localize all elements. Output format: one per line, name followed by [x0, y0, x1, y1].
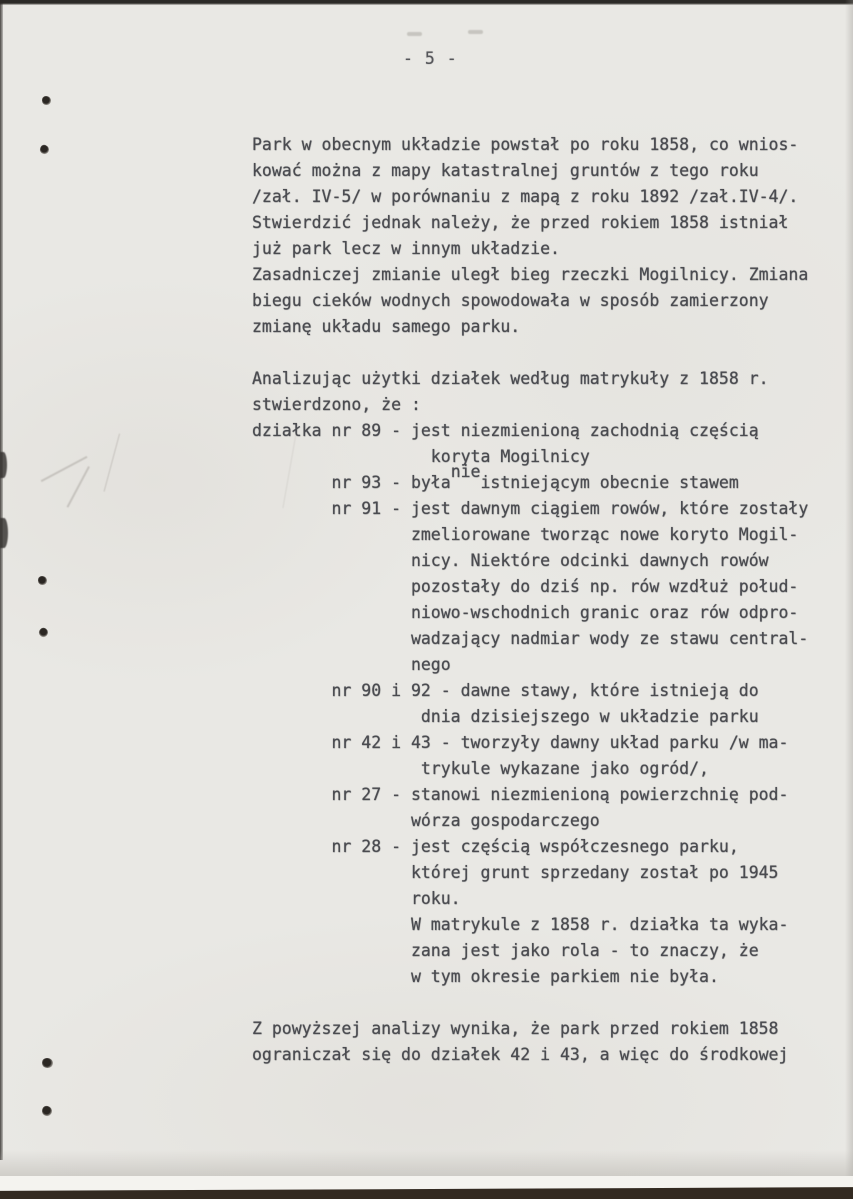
text-line: nr 90 i 92 - dawne stawy, które istnieją do [252, 681, 759, 700]
punch-mark [42, 96, 51, 105]
text-line: Stwierdzić jednak należy, że przed rokiem 1858 istniał [252, 213, 789, 232]
scan-edge-blotch [0, 518, 8, 548]
scan-edge-top [0, 0, 853, 5]
paragraph [252, 366, 808, 990]
text-line: Park w obecnym układzie powstał po roku 1858, co wnios- [252, 135, 799, 154]
text-line: już park lecz w innym układzie. [252, 239, 560, 258]
text-line: zana jest jako rola - to znaczy, że [252, 941, 759, 960]
text-line: stwierdzono, że : [252, 395, 421, 414]
pencil-scribble [41, 456, 88, 482]
text-line: nego [252, 655, 451, 674]
page-number: - 5 - [403, 49, 458, 68]
text-line: Zasadniczej zmianie uległ bieg rzeczki Mogilnicy. Zmiana [252, 265, 809, 284]
punch-mark [37, 626, 50, 639]
ink-smudge [407, 32, 422, 36]
text-line: koryta Mogilnicy [252, 447, 590, 466]
text-line: zmianę układu samego parku. [252, 317, 521, 336]
text-line: nr 42 i 43 - tworzyły dawny układ parku /w ma- [252, 733, 789, 752]
pencil-scribble [67, 466, 90, 507]
punch-mark [42, 1058, 53, 1068]
text-line: nr 28 - jest częścią współczesnego parku, [252, 837, 739, 856]
punch-mark [41, 1105, 53, 1117]
text-line: nr 91 - jest dawnym ciągiem rowów, które zostały [252, 499, 809, 518]
text-line: niowo-wschodnich granic oraz rów odpro- [252, 603, 799, 622]
text-line: nr 93 - byłanieistniejącym obecnie stawem [252, 462, 739, 492]
scan-edge-left [0, 0, 3, 1160]
text-line: Z powyższej analizy wynika, że park przed rokiem 1858 [252, 1019, 779, 1038]
text-line: roku. [252, 889, 461, 908]
text-line: kować można z mapy katastralnej gruntów z tego roku [252, 161, 759, 180]
text-line: działka nr 89 - jest niezmienioną zachodnią częścią [252, 421, 759, 440]
text-line: w tym okresie parkiem nie była. [252, 967, 719, 986]
punch-mark [38, 576, 47, 585]
text-line: ograniczał się do działek 42 i 43, a więc do środkowej [252, 1045, 789, 1064]
text-line: której grunt sprzedany został po 1945 [252, 863, 779, 882]
typewritten-text [252, 132, 808, 1094]
inserted-word: nie [450, 462, 481, 481]
scan-edge-right [845, 0, 853, 1199]
ink-smudge [468, 30, 483, 34]
text-line: zmeliorowane tworząc nowe koryto Mogil- [252, 525, 799, 544]
text-line: trykule wykazane jako ogród/, [252, 759, 709, 778]
text-line: biegu cieków wodnych spowodowała w sposób zamierzony [252, 291, 769, 310]
text-line: pozostały do dziś np. rów wzdłuż połud- [252, 577, 799, 596]
punch-mark [39, 144, 51, 156]
text-line: dnia dzisiejszego w układzie parku [252, 707, 759, 726]
text-line: wadzający nadmiar wody ze stawu central- [252, 629, 809, 648]
pencil-scribble [104, 434, 121, 492]
text-line: W matrykule z 1858 r. działka ta wyka- [252, 915, 789, 934]
text-line: nicy. Niektóre odcinki dawnych rowów [252, 551, 769, 570]
text-line: /zał. IV-5/ w porównaniu z mapą z roku 1892 /zał.IV-4/. [252, 187, 799, 206]
text-line: wórza gospodarczego [252, 811, 600, 830]
paper-bottom-shadow [0, 1150, 853, 1178]
paragraph [252, 132, 808, 340]
paragraph [252, 1016, 808, 1068]
text-line: nr 27 - stanowi niezmienioną powierzchnię pod- [252, 785, 789, 804]
scan-edge-blotch [0, 452, 7, 478]
text-line: Analizując użytki działek według matrykuły z 1858 r. [252, 369, 769, 388]
